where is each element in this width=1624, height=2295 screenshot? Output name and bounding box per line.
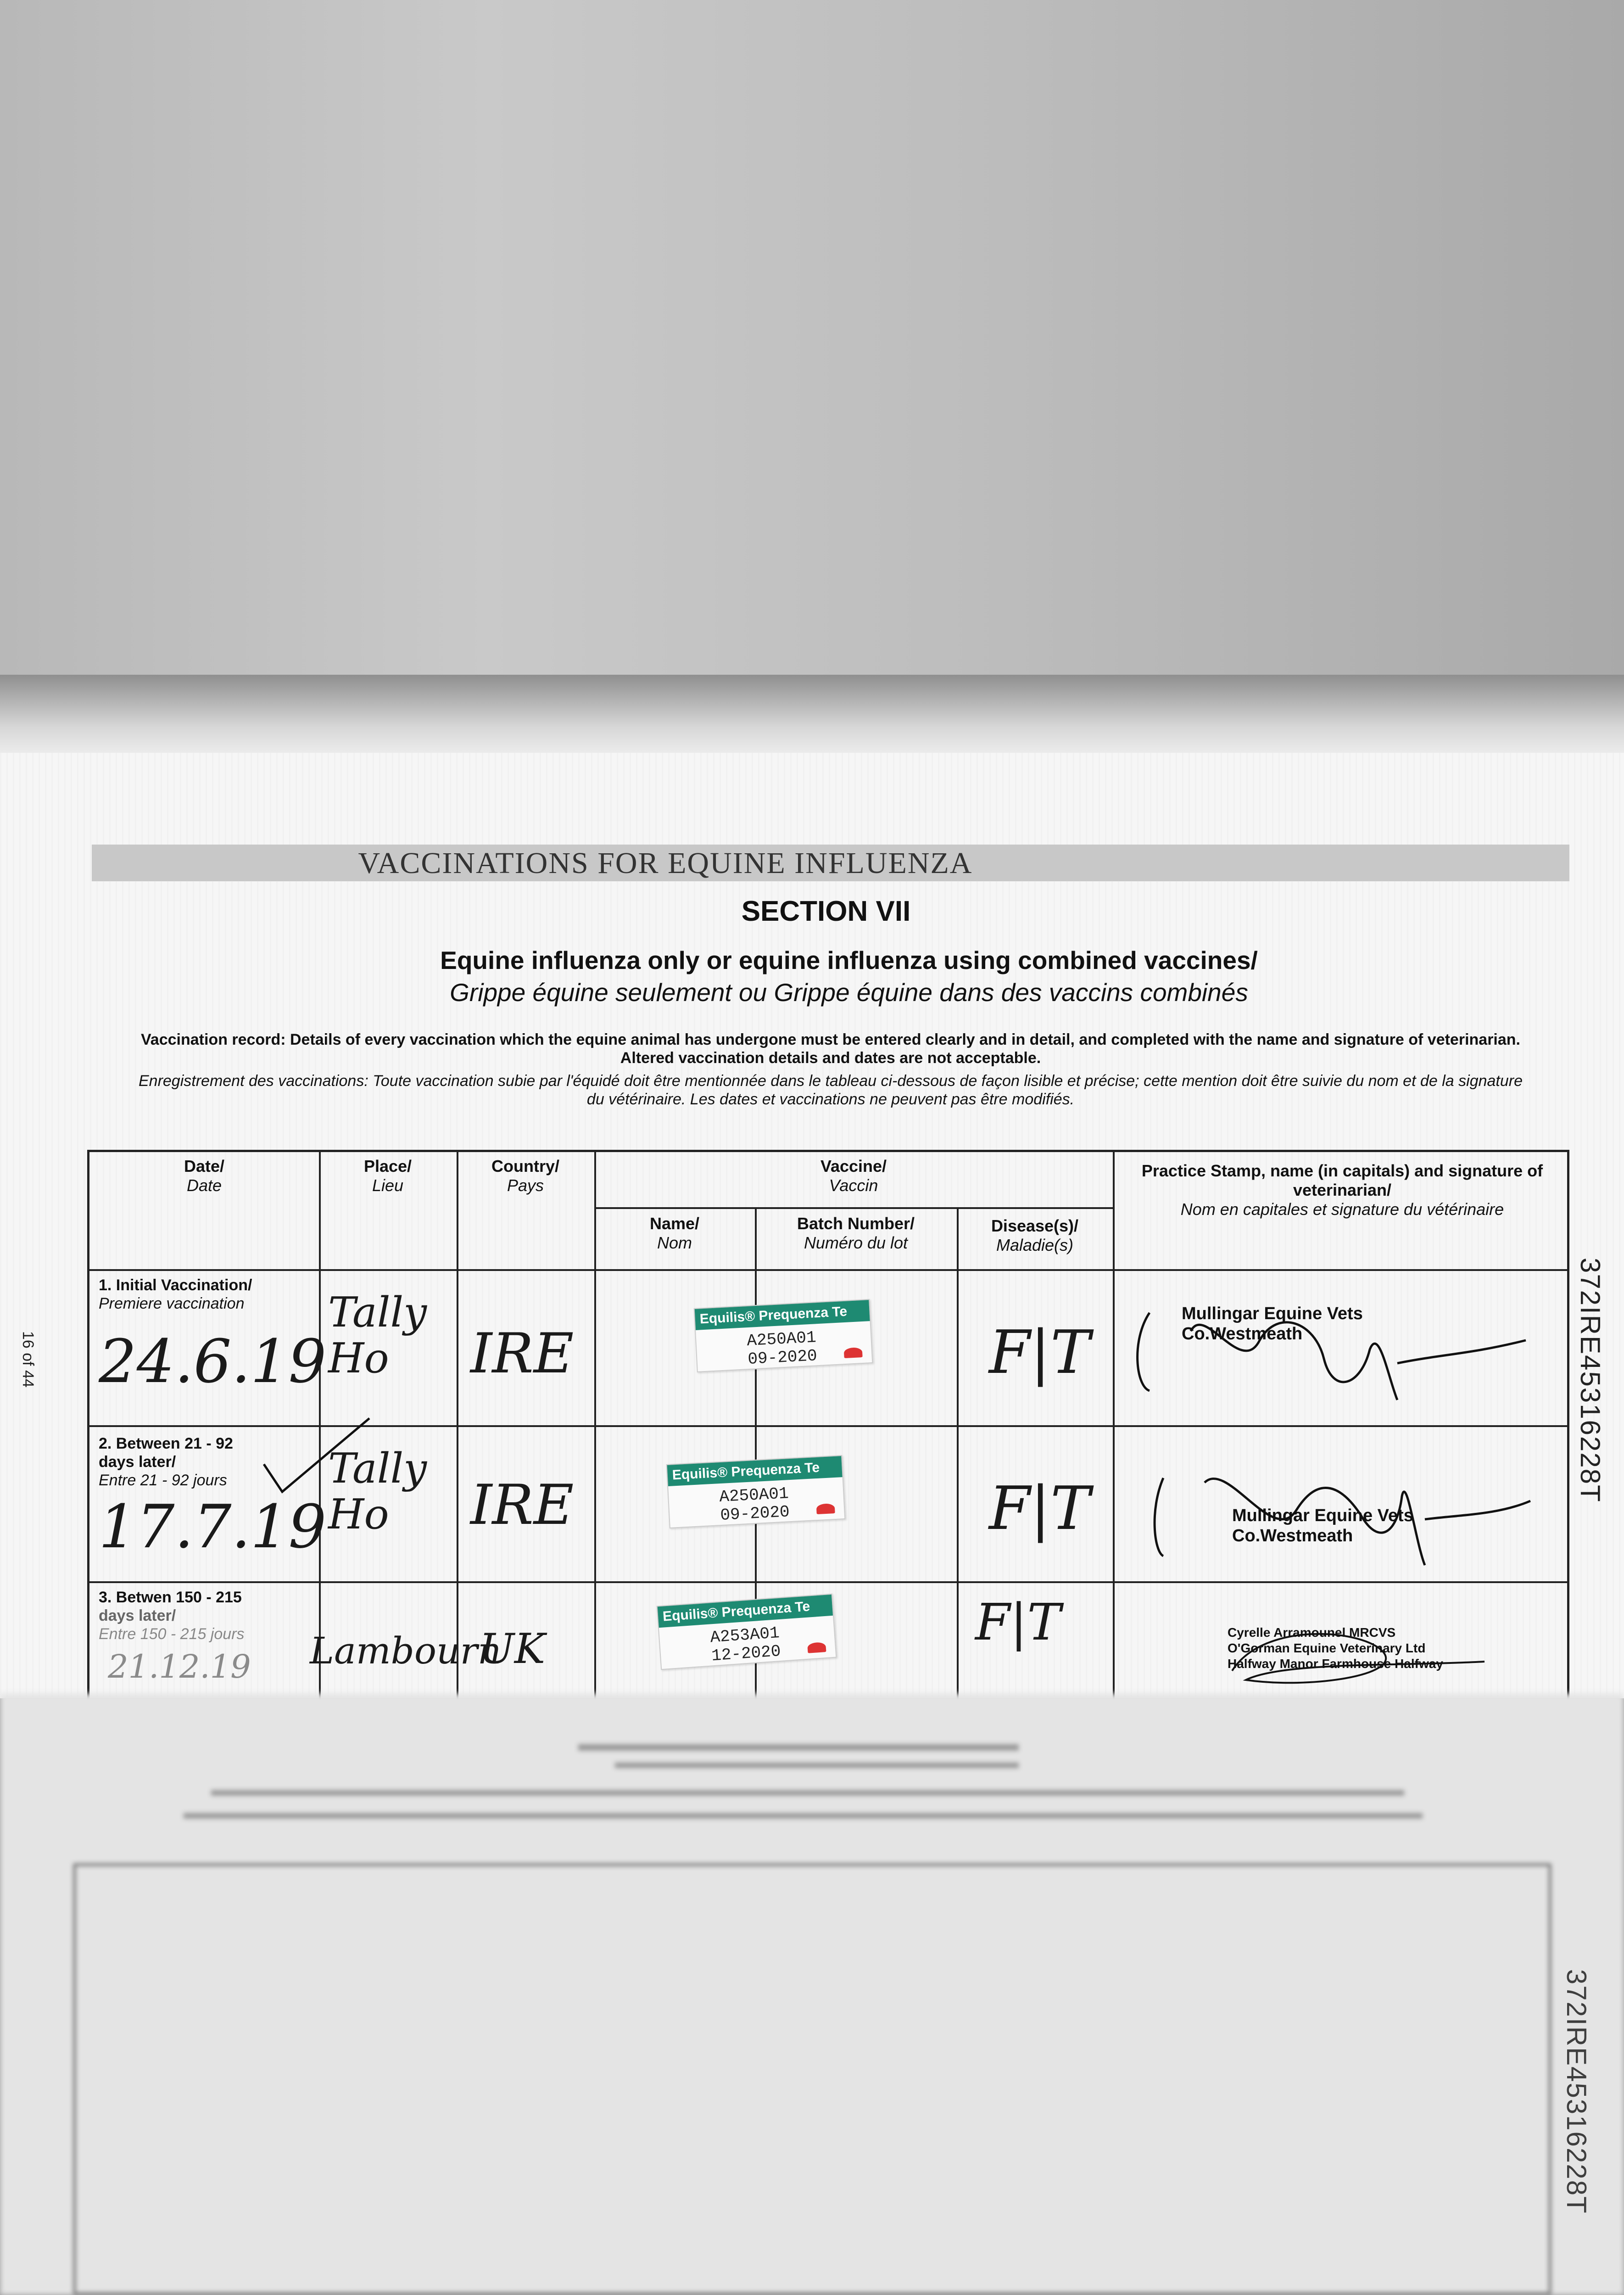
row-2-disease: F|T (989, 1473, 1090, 1543)
row-1-country: IRE (470, 1322, 574, 1386)
row-3-date: 21.12.19 (108, 1648, 251, 1685)
row-3-signature (1127, 1611, 1540, 1703)
next-page-subheading-blur (615, 1763, 1019, 1768)
row-3-label: 3. Betwen 150 - 215 days later/ Entre 150 - 215 jours (99, 1589, 245, 1643)
row-3-place: Lambourn (310, 1629, 502, 1672)
next-page-table-blurred (73, 1864, 1551, 2295)
intro-french-line-1: Enregistrement des vaccinations: Toute vaccination subie par l'équidé doit être mentionnée dans le tableau ci-dessous de façon lisible et précise; cette mention doit être suivie du nom et de la signature (138, 1072, 1523, 1090)
intro-english (92, 1030, 1569, 1067)
row-1-stamp: Mullingar Equine Vets Co.Westmeath (1182, 1304, 1363, 1343)
section-heading: SECTION VII (741, 896, 911, 927)
horse-id-side-next-page: 372IRE45316228T (1561, 1969, 1592, 2214)
header-practice-stamp: Practice Stamp, name (in capitals) and signature of veterinarian/ Nom en capitales et signature du vétérinaire (1141, 1161, 1543, 1219)
next-page-heading-blur (578, 1744, 1019, 1751)
row-3-vaccine-label (657, 1594, 837, 1670)
row-2-stamp: Mullingar Equine Vets Co.Westmeath (1232, 1506, 1413, 1545)
next-page-text-blur-2 (184, 1813, 1423, 1819)
header-disease: Disease(s)/ Maladie(s) (991, 1216, 1079, 1254)
row-1-vaccine-label (694, 1299, 873, 1372)
intro-english-line-1: Vaccination record: Details of every vaccination which the equine animal has undergone must be entered clearly and in detail, and completed with the name and signature of veterinarian. (141, 1031, 1520, 1048)
row-1-label-mark (844, 1347, 863, 1358)
row-2-label-mark (816, 1503, 835, 1514)
row-1-place: Tally Ho (328, 1288, 427, 1383)
row-2-signature (1122, 1441, 1535, 1579)
vaccination-table (87, 1150, 1569, 1701)
horse-id-side: 372IRE45316228T (1575, 1258, 1606, 1503)
row-1-disease: F|T (989, 1317, 1090, 1387)
row-1-vaccine-name: Equilis® Prequenza Te (695, 1300, 870, 1330)
header-batch-number: Batch Number/ Numéro du lot (797, 1214, 915, 1252)
row-1-label: 1. Initial Vaccination/ Premiere vaccination (99, 1276, 252, 1312)
row-2-place: Tally Ho (328, 1444, 427, 1539)
row-2-label: 2. Between 21 - 92 days later/ Entre 21 - 92 jours (99, 1435, 233, 1489)
row-2-vaccine-label (666, 1455, 846, 1528)
subtitle-english: Equine influenza only or equine influenza using combined vaccines/ (440, 946, 1258, 974)
scanner-background (0, 0, 1624, 679)
row-1-date: 24.6.19 (99, 1327, 327, 1396)
subtitle-french: Grippe équine seulement ou Grippe équine dans des vaccins combinés (450, 978, 1248, 1007)
row-3-disease: F|T (975, 1593, 1061, 1651)
page-title: VACCINATIONS FOR EQUINE INFLUENZA (358, 846, 973, 880)
header-country: Country/ Pays (491, 1157, 559, 1195)
intro-french-line-2: du vétérinaire. Les dates et vaccinations ne peuvent pas être modifiés. (586, 1091, 1075, 1108)
row-3-country: UK (480, 1625, 546, 1673)
check-mark (250, 1409, 388, 1501)
row-1-batch: A250A01 09-2020 (746, 1328, 818, 1369)
row-3-batch: A253A01 12-2020 (709, 1623, 781, 1666)
header-place: Place/ Lieu (363, 1157, 412, 1195)
header-vaccine: Vaccine/ Vaccin (820, 1157, 887, 1195)
row-1-signature (1122, 1285, 1535, 1423)
intro-french (92, 1072, 1569, 1108)
header-date: Date/ Date (184, 1157, 225, 1195)
header-vaccine-name: Name/ Nom (649, 1214, 700, 1252)
plastic-sleeve-edge (0, 675, 1624, 762)
row-2-country: IRE (470, 1473, 574, 1537)
row-2-batch: A250A01 09-2020 (719, 1484, 790, 1525)
next-page-text-blur-1 (211, 1790, 1404, 1796)
row-3-vaccine-name: Equilis® Prequenza Te (658, 1595, 833, 1628)
page-number: 16 of 44 (19, 1331, 37, 1388)
row-2-date: 17.7.19 (99, 1492, 327, 1562)
row-3-stamp: Cyrelle Arramounel MRCVS O'Gorman Equine Veterinary Ltd Halfway Manor Farmhouse Halfway (1228, 1625, 1443, 1671)
intro-english-line-2: Altered vaccination details and dates are not acceptable. (620, 1049, 1041, 1067)
row-2-vaccine-name: Equilis® Prequenza Te (667, 1456, 843, 1486)
